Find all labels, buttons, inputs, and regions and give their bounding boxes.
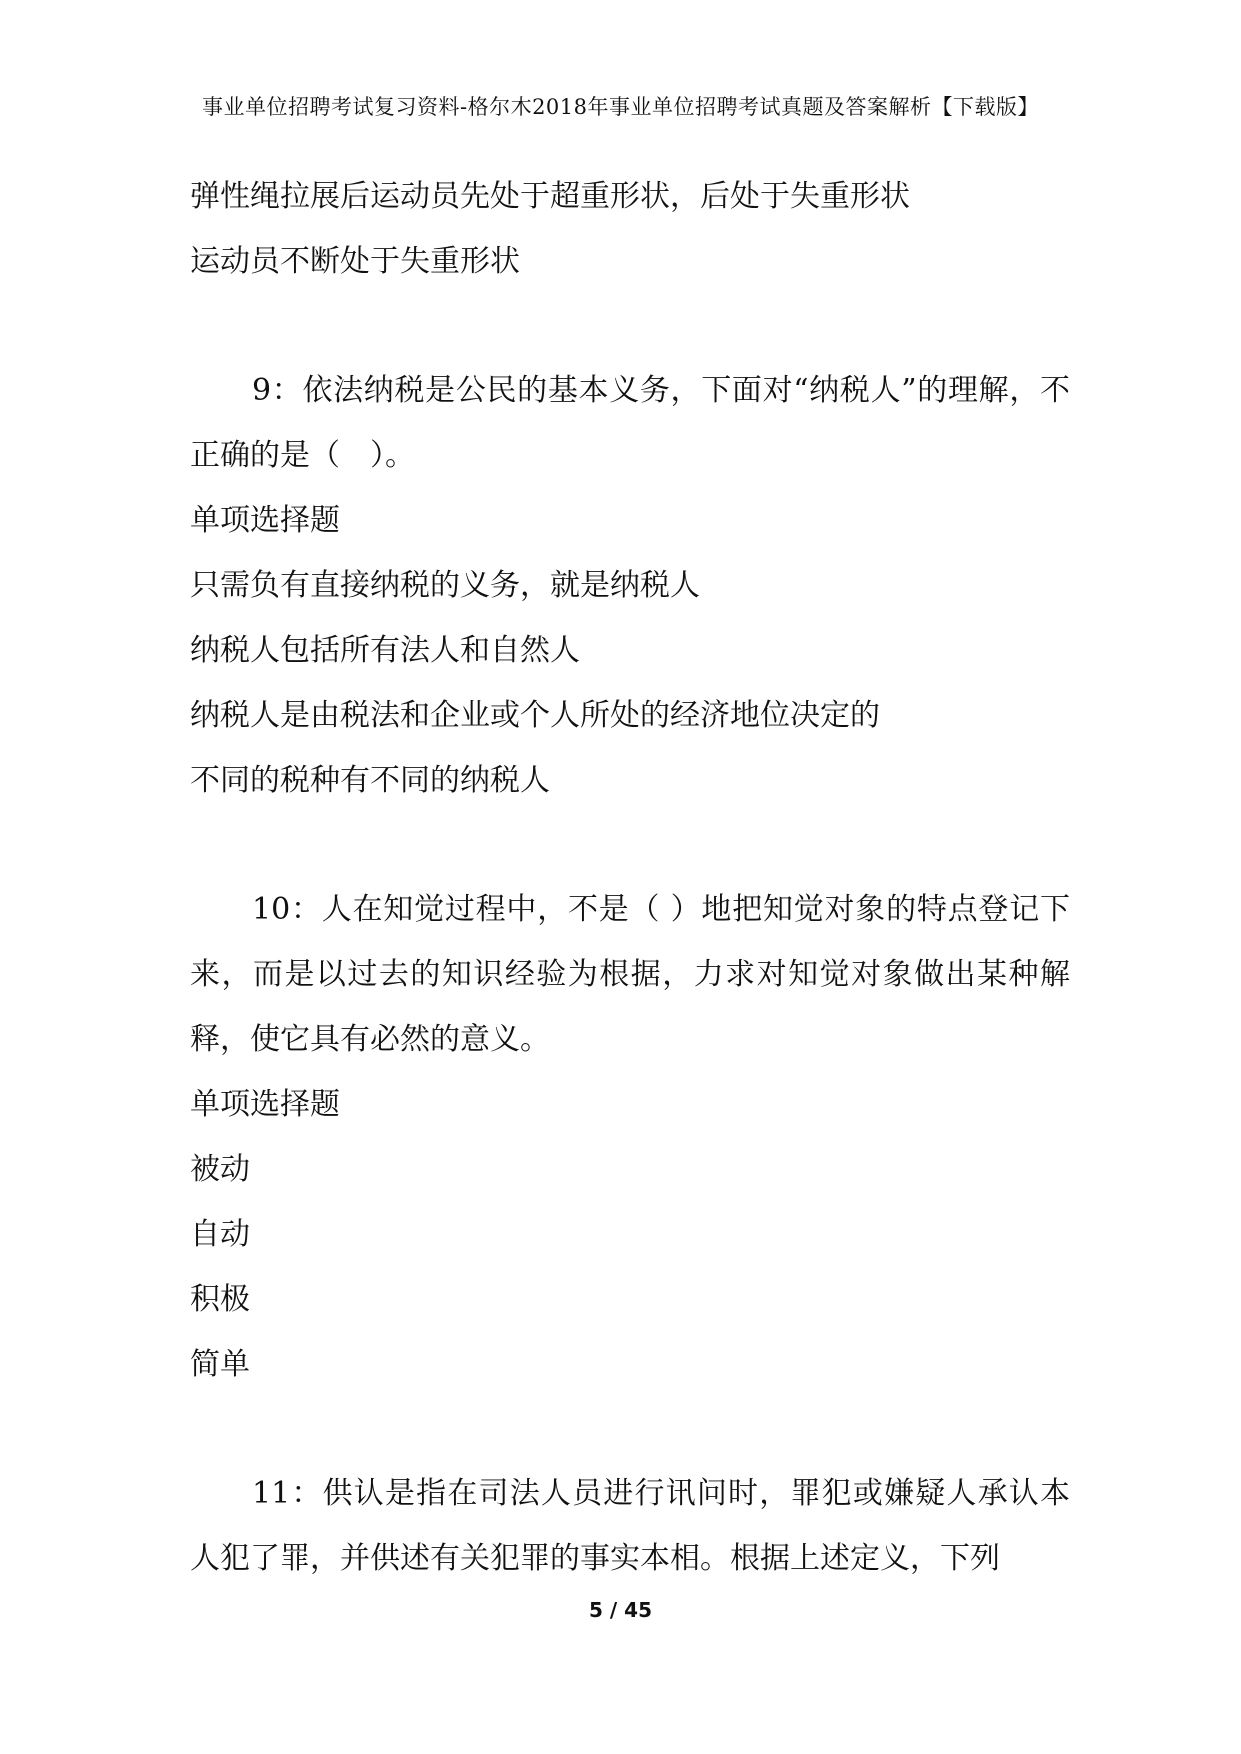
question-10-option: 积极	[190, 1282, 250, 1317]
question-9-option: 纳税人包括所有法人和自然人	[190, 633, 580, 668]
option-text: 弹性绳拉展后运动员先处于超重形状，后处于失重形状	[190, 179, 910, 214]
question-9-option: 不同的税种有不同的纳税人	[190, 763, 550, 798]
question-9-option: 纳税人是由税法和企业或个人所处的经济地位决定的	[190, 698, 880, 733]
question-10-option: 自动	[190, 1217, 250, 1252]
question-10-option: 简单	[190, 1347, 250, 1382]
question-9-type: 单项选择题	[190, 503, 340, 538]
option-text: 运动员不断处于失重形状	[190, 244, 520, 279]
question-10-option: 被动	[190, 1152, 250, 1187]
question-11-stem: 11：供认是指在司法人员进行讯问时，罪犯或嫌疑人承认本人犯了罪，并供述有关犯罪的事实本相。根据上述定义，下列	[190, 1476, 1070, 1576]
paragraph-gap	[190, 1397, 1070, 1461]
question-9-option: 只需负有直接纳税的义务，就是纳税人	[190, 568, 700, 603]
page-header: 事业单位招聘考试复习资料-格尔木2018年事业单位招聘考试真题及答案解析【下载版】	[201, 95, 1040, 119]
question-10-type: 单项选择题	[190, 1087, 340, 1122]
question-9-stem: 9：依法纳税是公民的基本义务，下面对“纳税人”的理解，不正确的是（ ）。	[190, 373, 1070, 473]
question-10-stem: 10：人在知觉过程中，不是（ ）地把知觉对象的特点登记下来，而是以过去的知识经验为根据，力求对知觉对象做出某种解释，使它具有必然的意义。	[190, 892, 1070, 1057]
paragraph-gap	[190, 813, 1070, 877]
document-body	[190, 164, 1070, 1591]
page-number: 5 / 45	[589, 1598, 652, 1622]
paragraph-gap	[190, 294, 1070, 358]
